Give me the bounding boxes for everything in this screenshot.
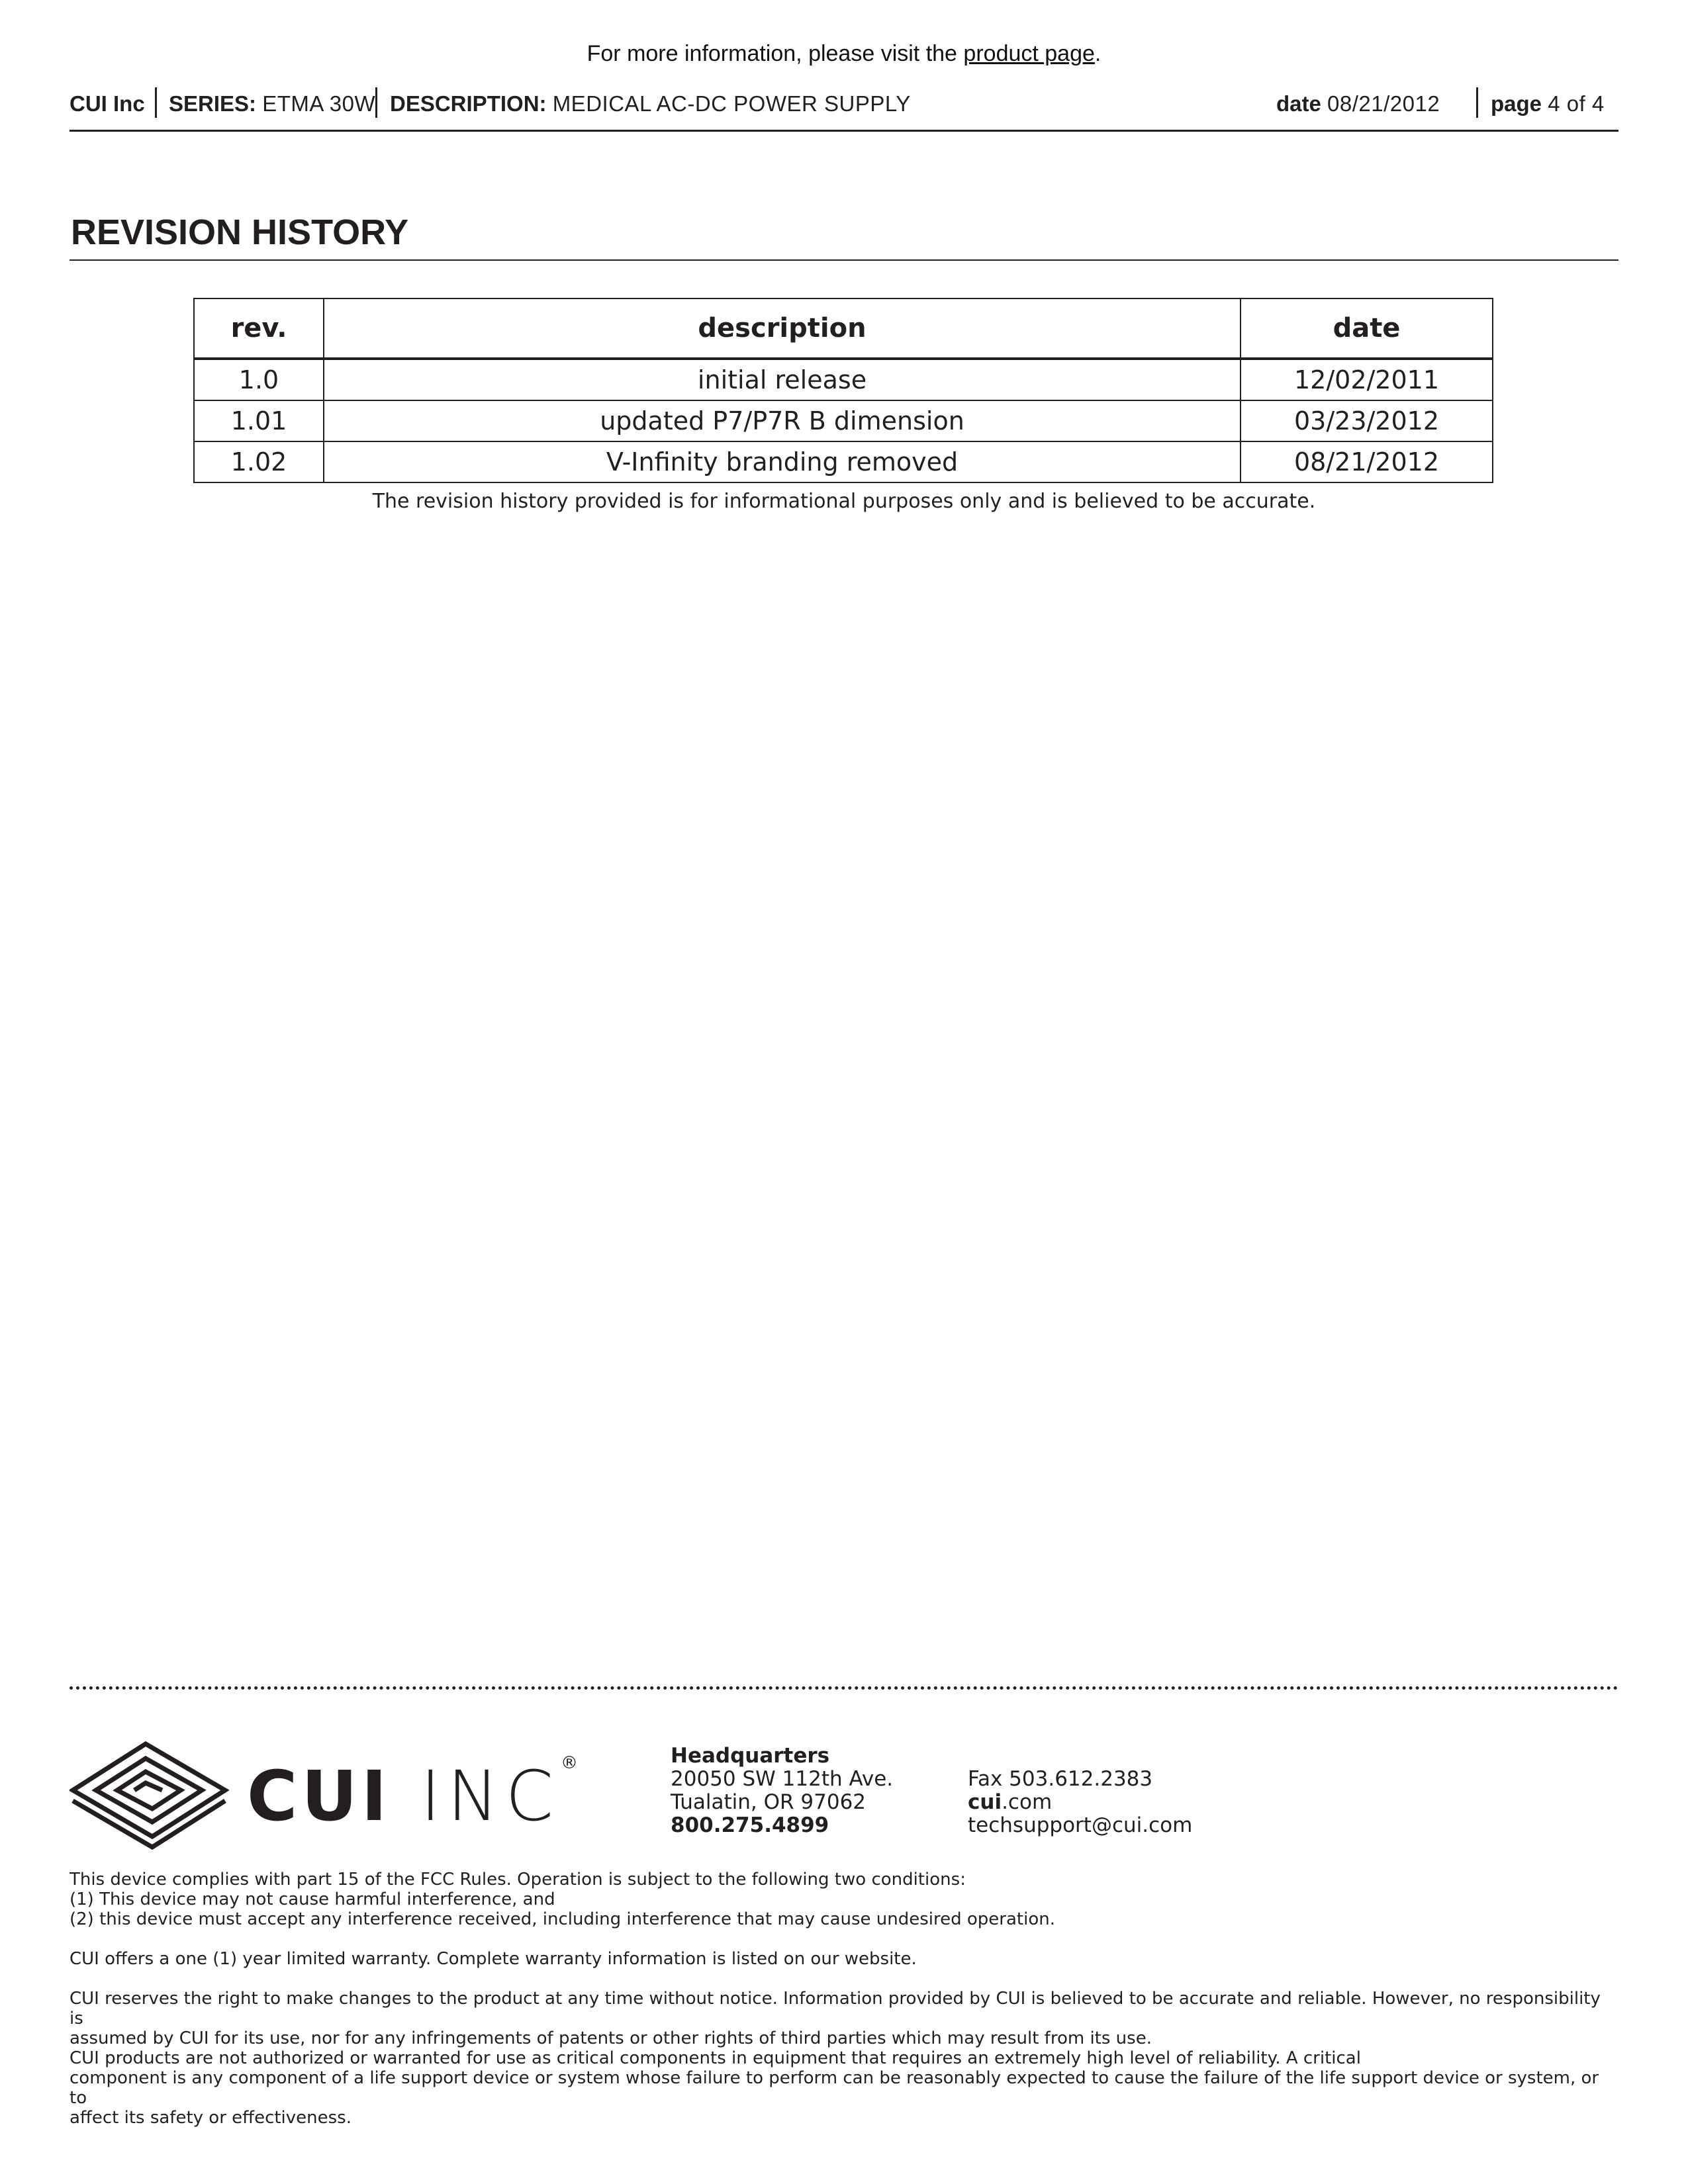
- cell-description: V-Infinity branding removed: [324, 441, 1241, 482]
- cell-date: 08/21/2012: [1241, 441, 1493, 482]
- cell-date: 03/23/2012: [1241, 400, 1493, 441]
- note-prefix: For more information, please visit the: [586, 41, 964, 66]
- date-value: 08/21/2012: [1327, 91, 1440, 116]
- cell-rev: 1.01: [194, 400, 324, 441]
- address-line2: Tualatin, OR 97062: [671, 1790, 867, 1814]
- cell-rev: 1.02: [194, 441, 324, 482]
- product-page-link[interactable]: product page: [963, 41, 1095, 66]
- support-email-link[interactable]: techsupport@cui.com: [968, 1813, 1193, 1837]
- table-row: [194, 400, 1493, 441]
- description-value: MEDICAL AC-DC POWER SUPPLY: [552, 91, 911, 116]
- cui-inc-logo: [70, 1737, 579, 1850]
- fax-number: Fax 503.612.2383: [968, 1767, 1153, 1791]
- series-label: SERIES:: [169, 91, 257, 116]
- date-field: [1276, 91, 1440, 116]
- header-description: description: [324, 298, 1241, 359]
- disclaimer-statement: CUI reserves the right to make changes to the product at any time without notice. Information provided by CUI is believed to be accurate and reliable. However, no responsibility is assumed by CUI for its use, nor for any infringements of patents or other rights of third parties which may result from its use.: [70, 1989, 1601, 2048]
- page-field: [1491, 91, 1605, 116]
- table-header-row: [194, 298, 1493, 359]
- description-label: DESCRIPTION:: [390, 91, 547, 116]
- cell-description: updated P7/P7R B dimension: [324, 400, 1241, 441]
- fcc-statement: This device complies with part 15 of the FCC Rules. Operation is subject to the following two conditions: (1) This device may not cause harmful interference, and (2) this device must accept any interference received, including interference that may cause undesired operation.: [70, 1870, 1055, 1929]
- warranty-statement: CUI offers a one (1) year limited warranty. Complete warranty information is listed on our website.: [70, 1949, 917, 1969]
- registered-mark: ®: [561, 1753, 578, 1773]
- company-name: CUI Inc: [70, 91, 145, 116]
- header-rule: [70, 130, 1618, 132]
- logo-text-cui: CUI: [247, 1756, 391, 1837]
- address-line1: 20050 SW 112th Ave.: [671, 1767, 894, 1791]
- section-title: REVISION HISTORY: [71, 212, 409, 252]
- page-value: 4 of 4: [1548, 91, 1605, 116]
- page-label: page: [1491, 91, 1542, 116]
- description-field: [390, 91, 911, 116]
- series-field: [169, 91, 375, 116]
- website-link[interactable]: cui.com: [968, 1790, 1053, 1814]
- section-rule: [70, 259, 1618, 261]
- header-divider: [1476, 87, 1478, 118]
- cell-description: initial release: [324, 359, 1241, 400]
- cell-rev: 1.0: [194, 359, 324, 400]
- contact-info: [968, 1768, 1192, 1837]
- headquarters-title: Headquarters: [671, 1744, 830, 1768]
- phone-number: 800.275.4899: [671, 1813, 829, 1837]
- document-header: [70, 87, 1618, 124]
- critical-use-statement: CUI products are not authorized or warranted for use as critical components in equipment that requires an extremely high level of reliability. A critical component is any component of a life support device or system whose failure to perform can be reasonably expected to cause the failure of the life support device or system, or to affect its safety or effectiveness.: [70, 2048, 1599, 2128]
- logo-text-inc: INC: [420, 1756, 561, 1837]
- product-page-note: [0, 41, 1688, 67]
- table-note: The revision history provided is for informational purposes only and is believed to be accurate.: [372, 490, 1316, 513]
- table-row: [194, 441, 1493, 482]
- header-divider: [375, 87, 377, 118]
- header-date: date: [1241, 298, 1493, 359]
- revision-history-table: [193, 298, 1493, 483]
- cell-date: 12/02/2011: [1241, 359, 1493, 400]
- note-suffix: .: [1094, 41, 1102, 66]
- series-value: ETMA 30W: [262, 91, 376, 116]
- header-rev: rev.: [194, 298, 324, 359]
- headquarters-address: [671, 1745, 893, 1837]
- date-label: date: [1276, 91, 1321, 116]
- footer-dotted-divider: [70, 1686, 1618, 1690]
- table-row: [194, 359, 1493, 400]
- header-divider: [155, 87, 157, 118]
